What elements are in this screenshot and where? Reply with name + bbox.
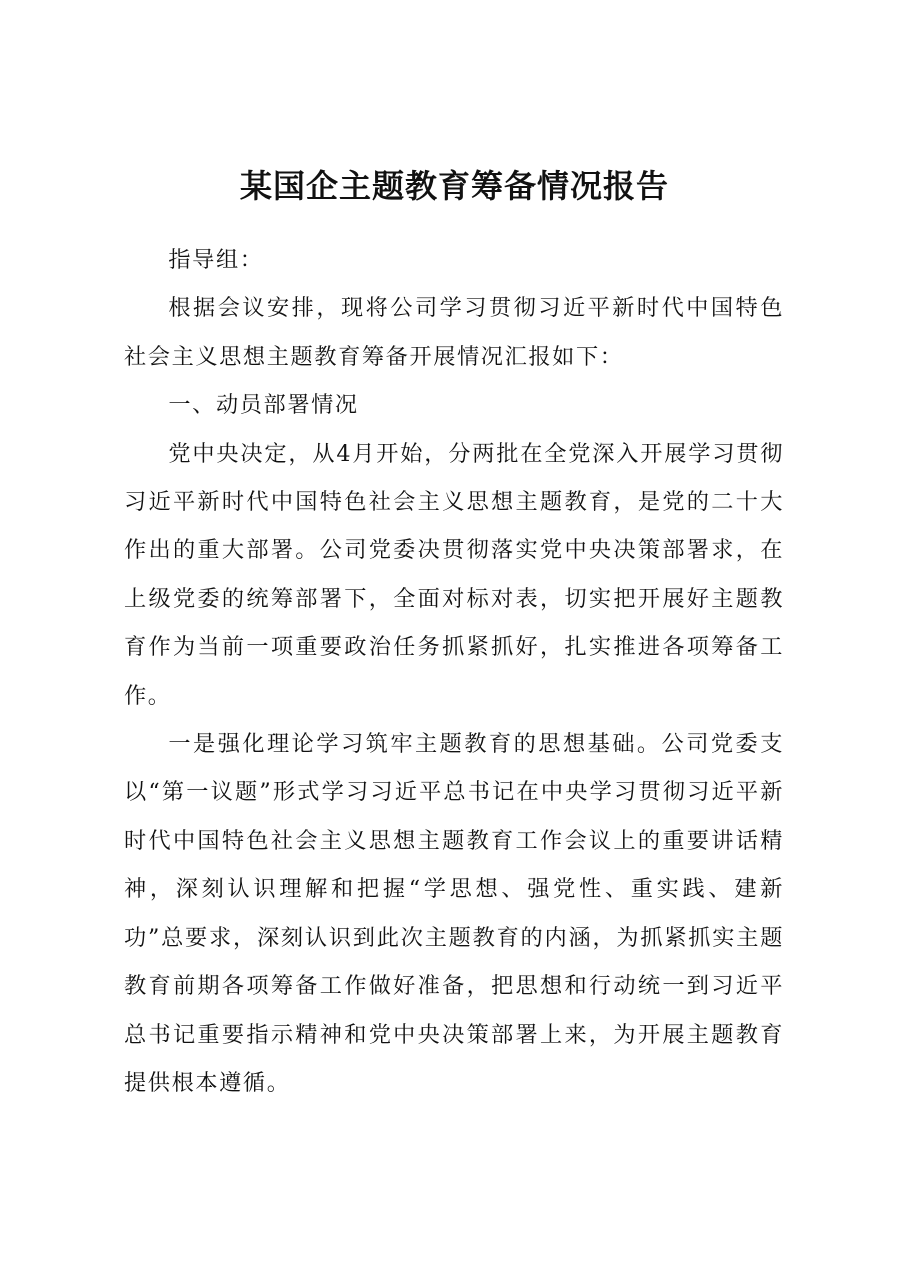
intro-paragraph: 根据会议安排，现将公司学习贯彻习近平新时代中国特色社会主义思想主题教育筹备开展情况汇报如下： xyxy=(124,295,784,370)
body-paragraph: 党中央决定，从4月开始，分两批在全党深入开展学习贯彻习近平新时代中国特色社会主义思想主题教育，是党的二十大作出的重大部署。公司党委决贯彻落实党中央决策部署求，在上级党委的统筹部署下，全面对标对表，切实把开展好主题教育作为当前一项重要政治任务抓紧抓好，扎实推进各项筹备工作。 xyxy=(124,440,784,709)
body-paragraph: 一是强化理论学习筑牢主题教育的思想基础。公司党委支以“第一议题”形式学习习近平总书记在中央学习贯彻习近平新时代中国特色社会主义思想主题教育工作会议上的重要讲话精神，深刻认识理解和把握“学思想、强党性、重实践、建新功”总要求，深刻认识到此次主题教育的内涵，为抓紧抓实主题教育前期各项筹备工作做好准备，把思想和行动统一到习近平总书记重要指示精神和党中央决策部署上来，为开展主题教育提供根本遵循。 xyxy=(124,731,784,1096)
document-title: 某国企主题教育筹备情况报告 xyxy=(239,167,669,205)
document-body xyxy=(124,236,784,1107)
section-heading: 一、动员部署情况 xyxy=(168,392,359,419)
salutation: 指导组： xyxy=(168,247,264,273)
